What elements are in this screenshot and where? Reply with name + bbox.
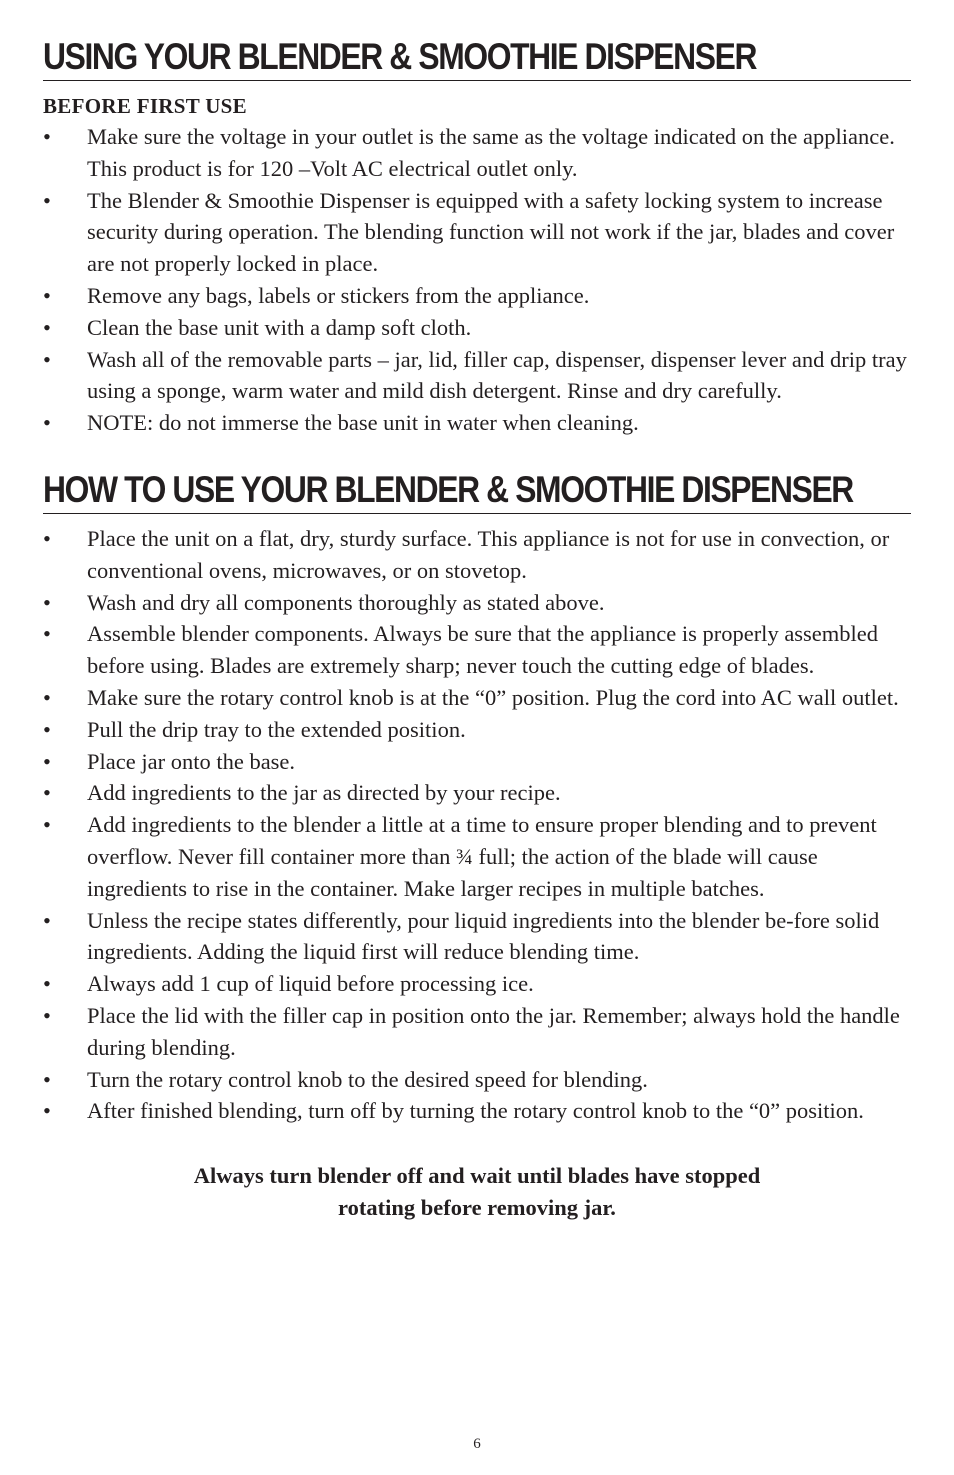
list-item [43, 682, 911, 714]
list-item-text: After finished blending, turn off by turning the rotary control knob to the “0” position. [87, 1098, 864, 1124]
list-item [43, 523, 911, 587]
list-item [43, 587, 911, 619]
list-item-text: Wash all of the removable parts – jar, lid, filler cap, dispenser, dispenser lever and drip tray using a sponge, warm water and mild dish detergent. Rinse and dry carefully. [87, 346, 907, 404]
list-item [43, 407, 911, 439]
list-item [43, 121, 911, 185]
warning-line: rotating before removing jar. [338, 1195, 616, 1221]
list-item-text: Clean the base unit with a damp soft cloth. [87, 314, 472, 340]
list-item-text: The Blender & Smoothie Dispenser is equipped with a safety locking system to increase security during operation. The blending function will not work if the jar, blades and cover are not properly locked in place. [87, 187, 895, 277]
bullet-icon: • [43, 282, 51, 308]
bullet-icon: • [43, 716, 51, 742]
list-item-text: Make sure the rotary control knob is at the “0” position. Plug the cord into AC wall outlet. [87, 684, 899, 710]
bullet-icon: • [43, 780, 51, 806]
list-item [43, 1095, 911, 1127]
safety-warning [97, 1160, 857, 1224]
list-item-text: Wash and dry all components thoroughly as stated above. [87, 589, 605, 615]
list-item [43, 1064, 911, 1096]
bullet-icon: • [43, 124, 51, 149]
bullet-icon: • [43, 187, 51, 213]
list-item-text: Add ingredients to the jar as directed by your recipe. [87, 780, 561, 806]
bullet-icon: • [43, 525, 51, 551]
section-title-how-to-use: HOW TO USE YOUR BLENDER & SMOOTHIE DISPENSER [43, 468, 853, 510]
list-item [43, 280, 911, 312]
list-item [43, 777, 911, 809]
list-item-text: Assemble blender components. Always be sure that the appliance is properly assembled before using. Blades are extremely sharp; never touch the cutting edge of blades. [87, 621, 879, 679]
list-item-text: Place jar onto the base. [87, 748, 296, 774]
bullet-icon: • [43, 1098, 51, 1124]
list-item-text: Remove any bags, labels or stickers from the appliance. [87, 282, 590, 308]
list-item-text: Always add 1 cup of liquid before processing ice. [87, 971, 534, 997]
list-item [43, 968, 911, 1000]
list-item [43, 185, 911, 280]
bullet-icon: • [43, 1002, 51, 1028]
title-rule [43, 513, 911, 514]
bullet-icon: • [43, 346, 51, 372]
document-page [43, 36, 911, 1224]
list-item [43, 312, 911, 344]
before-first-use-list [43, 121, 911, 439]
list-item-text: Place the lid with the filler cap in position onto the jar. Remember; always hold the handle during blending. [87, 1002, 900, 1060]
warning-line: Always turn blender off and wait until blades have stopped [193, 1163, 761, 1189]
list-item [43, 746, 911, 778]
section-title-using: USING YOUR BLENDER & SMOOTHIE DISPENSER [43, 36, 757, 77]
list-item-text: Place the unit on a flat, dry, sturdy surface. This appliance is not for use in convection, or conventional ovens, microwaves, or on stovetop. [87, 525, 890, 583]
bullet-icon: • [43, 812, 51, 838]
list-item [43, 714, 911, 746]
bullet-icon: • [43, 621, 51, 647]
list-item-text: Pull the drip tray to the extended position. [87, 716, 466, 742]
bullet-icon: • [43, 684, 51, 710]
list-item-text: Make sure the voltage in your outlet is the same as the voltage indicated on the appliance. This product is for 120 –Volt AC electrical outlet only. [87, 124, 895, 181]
how-to-use-list [43, 523, 911, 1127]
page-number: 6 [473, 1436, 481, 1452]
list-item [43, 905, 911, 969]
list-item-text: Add ingredients to the blender a little at a time to ensure proper blending and to prevent overflow. Never fill container more than ¾ full; the action of the blade will cause ingredients to rise in the container. Make larger recipes in multiple batches. [87, 812, 877, 901]
list-item [43, 618, 911, 682]
list-item-text: NOTE: do not immerse the base unit in water when cleaning. [87, 410, 639, 436]
list-item [43, 809, 911, 904]
bullet-icon: • [43, 971, 51, 997]
bullet-icon: • [43, 589, 51, 615]
title-rule [43, 80, 911, 81]
bullet-icon: • [43, 748, 51, 774]
list-item-text: Unless the recipe states differently, pour liquid ingredients into the blender be-fore solid ingredients. Adding the liquid first will reduce blending time. [87, 907, 880, 965]
list-item [43, 344, 911, 408]
bullet-icon: • [43, 410, 51, 436]
subheading-before-first-use: BEFORE FIRST USE [43, 94, 247, 118]
bullet-icon: • [43, 314, 51, 340]
bullet-icon: • [43, 1066, 51, 1092]
list-item [43, 1000, 911, 1064]
bullet-icon: • [43, 907, 51, 933]
list-item-text: Turn the rotary control knob to the desired speed for blending. [87, 1066, 648, 1092]
